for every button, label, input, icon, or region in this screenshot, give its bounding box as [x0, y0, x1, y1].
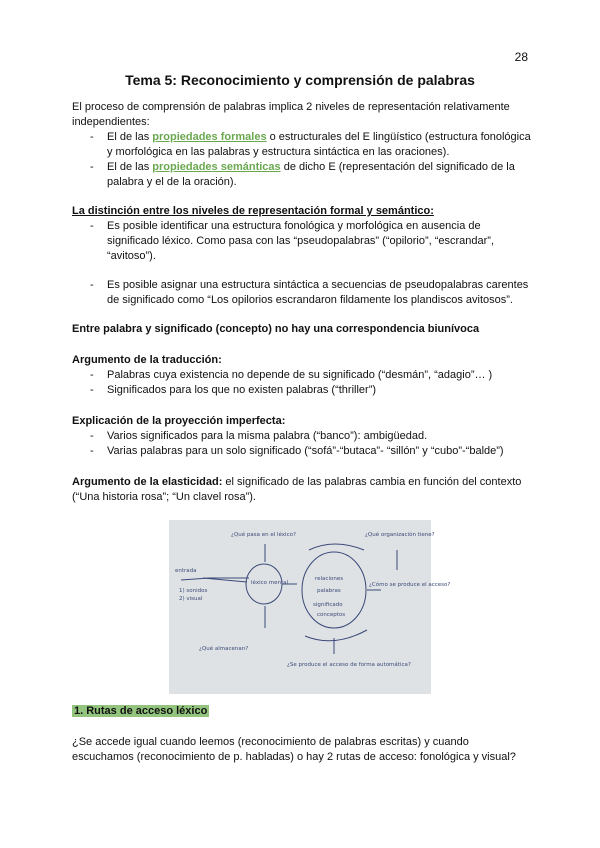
- translation-heading: Argumento de la traducción:: [72, 354, 222, 366]
- question-label: ¿Qué organización tiene?: [365, 532, 435, 538]
- list-item: - Varias palabras para un solo significado (“sofá”-“butaca”- “sillón” y “cubo”-“balde”): [72, 444, 532, 459]
- list-item: - Es posible asignar una estructura sintáctica a secuencias de pseudopalabras carentes de significado como “Los opilorios escrandaron fildamente los plandiscos avitosos”.: [72, 278, 532, 308]
- list-item: - Significados para los que no existen palabras (“thriller”): [72, 383, 532, 398]
- section-1-paragraph: ¿Se accede igual cuando leemos (reconocimiento de palabras escritas) y cuando escuchamos (reconocimiento de p. habladas) o hay 2 rutas de acceso: fonológica y visual?: [72, 736, 516, 763]
- section-1-heading: 1. Rutas de acceso léxico: [74, 705, 208, 717]
- words-label: palabras: [317, 588, 341, 594]
- list-item: - El de las propiedades semánticas de dicho E (representación del significado de la palabra y el de la oración).: [72, 160, 532, 190]
- projection-list: [72, 429, 532, 459]
- intro-list: [72, 130, 532, 190]
- meaning-label: significado: [313, 602, 343, 608]
- list-item: - El de las propiedades formales o estructurales del E lingüístico (estructura fonológica y morfológica en las palabras y estructura sintáctica en las oraciones).: [72, 130, 532, 160]
- page-title: Tema 5: Reconocimiento y comprensión de palabras: [125, 72, 475, 88]
- list-item: - Es posible identificar una estructura fonológica y morfológica en ausencia de significado léxico. Como pasa con las “pseudopalabras” (“opilorio”, “escrandar”, “avitoso”).: [72, 219, 532, 264]
- question-label: ¿Cómo se produce el acceso?: [369, 582, 451, 588]
- page-number: 28: [514, 50, 528, 64]
- lexicon-label: léxico mental: [251, 580, 289, 586]
- semantic-properties-link: propiedades semánticas: [152, 161, 281, 173]
- document-body: [72, 100, 532, 505]
- list-item: - Varios significados para la misma palabra (“banco”): ambigüedad.: [72, 429, 532, 444]
- sounds-label: 1) sonidos: [179, 588, 208, 594]
- question-label: ¿Qué pasa en el léxico?: [231, 532, 296, 538]
- elasticity-paragraph: Argumento de la elasticidad: el significado de las palabras cambia en función del contexto (“Una historia rosa”; “Un clavel rosa”).: [72, 476, 522, 503]
- distinction-heading: La distinción entre los niveles de representación formal y semántico:: [72, 205, 434, 217]
- translation-list: [72, 368, 532, 398]
- correspondence-heading: Entre palabra y significado (concepto) no hay una correspondencia biunívoca: [72, 323, 480, 335]
- handwritten-diagram-photo: [169, 520, 451, 694]
- distinction-list: [72, 219, 532, 264]
- entry-label: entrada: [175, 568, 197, 574]
- diagram-sketch: [169, 520, 451, 694]
- relations-label: relaciones: [315, 576, 344, 582]
- intro-paragraph: El proceso de comprensión de palabras implica 2 niveles de representación relativamente independientes:: [72, 101, 510, 128]
- list-item: - Palabras cuya existencia no depende de su significado (“desmán”, “adagio”… ): [72, 368, 532, 383]
- question-label: ¿Qué almacenan?: [199, 646, 249, 652]
- visual-label: 2) visual: [179, 596, 203, 602]
- question-label: ¿Se produce el acceso de forma automática?: [287, 662, 411, 668]
- section-1: [72, 704, 532, 765]
- formal-properties-link: propiedades formales: [152, 131, 267, 143]
- projection-heading: Explicación de la proyección imperfecta:: [72, 415, 286, 427]
- concepts-label: conceptos: [317, 612, 346, 618]
